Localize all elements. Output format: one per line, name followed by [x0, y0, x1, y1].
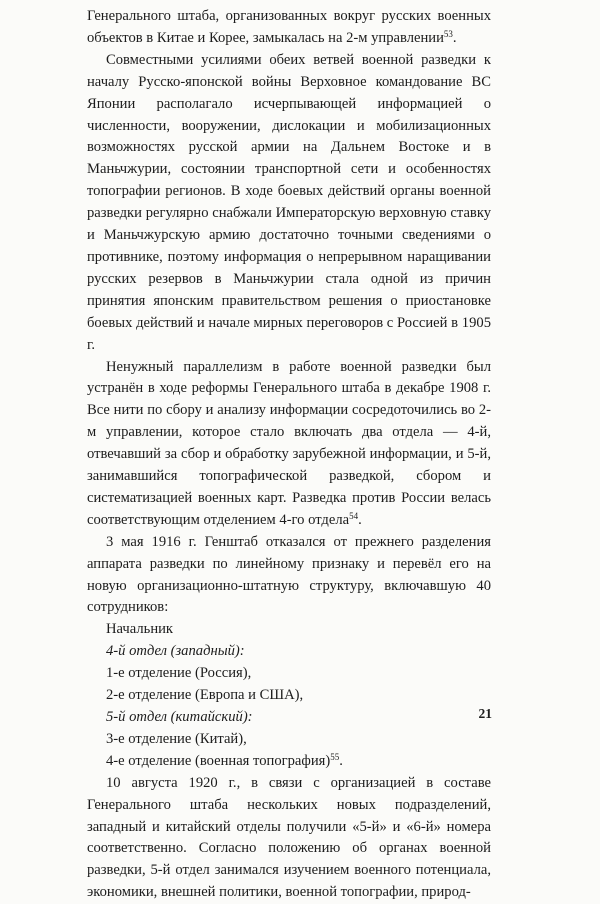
- footnote-marker: 54: [349, 510, 359, 521]
- structure-item-s5: [87, 729, 491, 751]
- paragraph-p1: [87, 50, 491, 357]
- paragraph-final-text: 10 августа 1920 г., в связи с организацией в составе Генерального штаба нескольких новых подразделений, западный и китайский отделы получили «5-й» и «6-й» номера соответственно. Согласно положению об органах военной разведки, 5-й отдел занимался изучением военного потенциала, экономики, внешней политики, военной топографии, природ-: [87, 774, 491, 901]
- structure-item-s0: [87, 619, 491, 641]
- structure-item-text: 2-е отделение (Европа и США),: [106, 687, 304, 704]
- paragraph-text: Генерального штаба, организованных вокруг русских военных объектов в Китае и Корее, замыкалась на 2-м управлении: [87, 8, 491, 46]
- paragraph-p2: [87, 357, 491, 532]
- structure-item-text: 3-е отделение (Китай),: [106, 730, 247, 747]
- structure-item-s6: [87, 751, 491, 773]
- structure-item-text: Начальник: [106, 621, 174, 638]
- footnote-marker: 55: [330, 751, 340, 762]
- trailing-punctuation: .: [452, 29, 457, 46]
- paragraphs: [87, 6, 491, 619]
- trailing-punctuation: .: [358, 511, 362, 528]
- page-number: 21: [478, 706, 492, 721]
- page-body: [87, 6, 491, 904]
- paragraph-p0: [87, 6, 491, 50]
- structure-item-text: 1-е отделение (Россия),: [106, 665, 252, 682]
- structure-item-text: 4-е отделение (военная топография): [106, 752, 331, 769]
- structure-item-s1: [87, 641, 491, 663]
- structure-item-text: 5-й отдел (китайский):: [106, 709, 253, 725]
- paragraph-text: 3 мая 1916 г. Генштаб отказался от прежнего разделения аппарата разведки по линейному признаку и перевёл его на новую организационно-штатную структуру, включавшую 40 сотрудников:: [87, 533, 491, 616]
- structure-item-s2: [87, 663, 491, 685]
- structure-item-text: 4-й отдел (западный):: [106, 643, 245, 660]
- paragraph-p3: [87, 532, 491, 620]
- structure-item-s4: [87, 707, 491, 729]
- footnote-marker: 53: [443, 28, 453, 39]
- structure-item-s3: [87, 685, 491, 707]
- paragraph-final: [87, 773, 491, 904]
- trailing-punctuation: .: [339, 752, 343, 769]
- paragraph-text: Совместными усилиями обеих ветвей военной разведки к началу Русско-японской войны Верховное командование ВС Японии располагало исчерпывающей информацией о численности, вооружении, дислокации и мобилизационных возможностях русской армии на Дальнем Востоке и в Маньчжурии, состоянии транспортной сети и особенностях топографии регионов. В ходе боевых действий органы военной разведки регулярно снабжали Императорскую верховную ставку и Маньчжурскую армию достаточно точными сведениями о противнике, поэтому информация о непрерывном наращивании русских резервов в Маньчжурии стала одной из причин принятия японским правительством решения о приостановке боевых действий и начале мирных переговоров с Россией в 1905 г.: [87, 51, 491, 353]
- paragraph-text: Ненужный параллелизм в работе военной разведки был устранён в ходе реформы Генерального штаба в декабре 1908 г. Все нити по сбору и анализу информации сосредоточились во 2-м управлении, которое стало включать два отдела — 4-й, отвечавший за сбор и обработку зарубежной информации, и 5-й, занимавшийся топографической разведкой, сбором и систематизацией военных карт. Разведка против России велась соответствующим отделением 4-го отдела: [87, 358, 491, 528]
